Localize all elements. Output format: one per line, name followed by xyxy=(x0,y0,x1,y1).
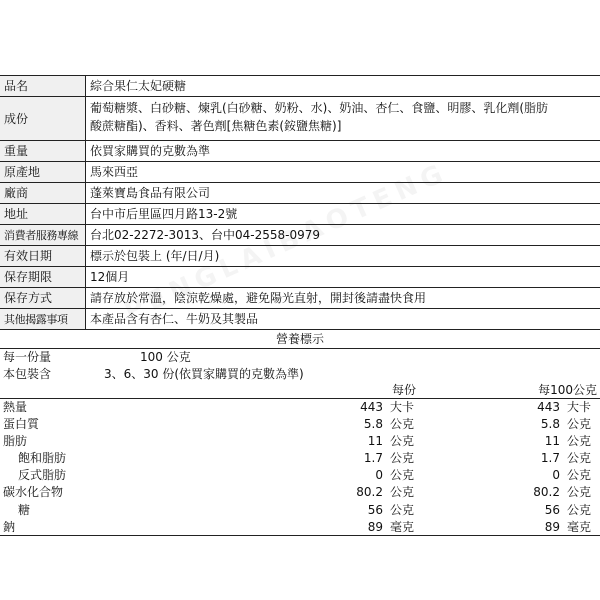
nutrient-per-serving: 56 xyxy=(367,502,383,517)
row-shelf-life xyxy=(0,267,600,288)
nutrient-unit: 公克 xyxy=(390,451,415,466)
nutrient-unit: 毫克 xyxy=(390,519,415,534)
nutrient-per-serving: 5.8 xyxy=(363,417,383,432)
hotline-label: 消費者服務專線 xyxy=(0,225,86,245)
shelf-life-label: 保存期限 xyxy=(0,267,86,287)
nutrient-per-serving: 1.7 xyxy=(363,451,383,466)
shelf-life-value: 12個月 xyxy=(90,270,130,284)
nutrient-unit: 公克 xyxy=(567,434,592,449)
name-label: 品名 xyxy=(0,76,86,96)
nutrient-unit: 公克 xyxy=(390,417,415,432)
disclosure-label: 其他揭露事項 xyxy=(0,309,86,329)
column-per-serving: 每份 xyxy=(391,383,416,397)
nutrient-per-serving: 80.2 xyxy=(356,485,383,500)
serving-size-value: 100 公克 xyxy=(140,350,191,364)
nutrient-name: 熱量 xyxy=(3,400,28,414)
nutrient-row-fat xyxy=(0,433,600,450)
ingredients-line-2: 酸蔗糖酯)、香料、著色劑[焦糖色素(銨鹽焦糖)] xyxy=(90,119,342,133)
nutrient-row-carbohydrate xyxy=(0,484,600,501)
nutrient-name: 飽和脂肪 xyxy=(18,451,67,466)
nutrient-name: 脂肪 xyxy=(3,434,28,449)
nutrient-row-protein xyxy=(0,416,600,433)
expiry-label: 有效日期 xyxy=(0,246,86,266)
nutrition-column-headers xyxy=(0,383,600,399)
nutrient-unit: 公克 xyxy=(567,417,592,432)
nutrient-per-100g: 443 xyxy=(537,400,560,414)
row-ingredients xyxy=(0,97,600,141)
nutrient-name: 反式脂肪 xyxy=(18,468,67,483)
nutrient-name: 糖 xyxy=(18,502,31,517)
nutrient-per-100g: 0 xyxy=(552,468,560,483)
weight-value: 依買家購買的克數為準 xyxy=(90,144,211,158)
name-value: 綜合果仁太妃硬糖 xyxy=(90,79,187,93)
row-expiry xyxy=(0,246,600,267)
nutrient-unit: 公克 xyxy=(390,485,415,500)
nutrient-name: 鈉 xyxy=(3,519,16,534)
nutrition-rows xyxy=(0,399,600,536)
nutrient-unit: 大卡 xyxy=(390,400,415,414)
nutrient-name: 蛋白質 xyxy=(3,417,40,432)
row-address xyxy=(0,204,600,225)
row-weight xyxy=(0,141,600,162)
serving-size-row xyxy=(0,349,600,366)
ingredients-value xyxy=(86,97,600,140)
expiry-value: 標示於包裝上 (年/日/月) xyxy=(90,249,220,263)
nutrient-unit: 公克 xyxy=(567,502,592,517)
package-servings-value: 3、6、30 份(依買家購買的克數為準) xyxy=(104,367,304,381)
nutrition-title: 營養標示 xyxy=(0,330,600,349)
nutrient-per-100g: 56 xyxy=(544,502,560,517)
nutrient-unit: 公克 xyxy=(390,502,415,517)
nutrient-row-energy xyxy=(0,399,600,416)
nutrient-per-100g: 5.8 xyxy=(540,417,560,432)
address-label: 地址 xyxy=(0,204,86,224)
row-maker xyxy=(0,183,600,204)
nutrient-row-sodium xyxy=(0,519,600,536)
nutrient-per-serving: 443 xyxy=(360,400,383,414)
nutrient-per-100g: 80.2 xyxy=(533,485,560,500)
address-value: 台中市后里區四月路13-2號 xyxy=(90,207,238,221)
serving-size-label: 每一份量 xyxy=(3,350,52,364)
nutrient-unit: 公克 xyxy=(390,468,415,483)
nutrient-name: 碳水化合物 xyxy=(3,485,64,500)
disclosure-value: 本產品含有杏仁、牛奶及其製品 xyxy=(90,312,259,326)
nutrient-per-100g: 11 xyxy=(544,434,560,449)
origin-value: 馬來西亞 xyxy=(90,165,139,179)
nutrient-unit: 大卡 xyxy=(567,400,592,414)
package-servings-label: 本包裝含 xyxy=(3,367,52,381)
origin-label: 原產地 xyxy=(0,162,86,182)
nutrient-row-trans-fat xyxy=(0,467,600,484)
nutrient-row-saturated-fat xyxy=(0,450,600,467)
ingredients-line-1: 葡萄糖漿、白砂糖、煉乳(白砂糖、奶粉、水)、奶油、杏仁、食鹽、明膠、乳化劑(脂肪 xyxy=(90,101,549,115)
nutrient-unit: 公克 xyxy=(567,468,592,483)
row-hotline xyxy=(0,225,600,246)
column-per-100g: 每100公克 xyxy=(538,383,597,397)
row-storage xyxy=(0,288,600,309)
nutrient-per-100g: 89 xyxy=(544,519,560,534)
storage-value: 請存放於常溫，陰涼乾燥處，避免陽光直射，開封後請盡快食用 xyxy=(90,291,427,305)
nutrient-unit: 毫克 xyxy=(567,519,592,534)
row-origin xyxy=(0,162,600,183)
nutrient-per-serving: 11 xyxy=(367,434,383,449)
nutrient-per-serving: 0 xyxy=(375,468,383,483)
package-servings-row xyxy=(0,366,600,383)
nutrient-per-100g: 1.7 xyxy=(540,451,560,466)
ingredients-label: 成份 xyxy=(0,97,86,140)
weight-label: 重量 xyxy=(0,141,86,161)
storage-label: 保存方式 xyxy=(0,288,86,308)
row-disclosure xyxy=(0,309,600,330)
hotline-value: 台北02-2272-3013、台中04-2558-0979 xyxy=(90,228,321,242)
maker-label: 廠商 xyxy=(0,183,86,203)
row-name xyxy=(0,76,600,97)
maker-value: 蓬萊寶島食品有限公司 xyxy=(90,186,211,200)
nutrient-unit: 公克 xyxy=(567,485,592,500)
nutrient-unit: 公克 xyxy=(390,434,415,449)
product-label-table xyxy=(0,75,600,536)
nutrient-per-serving: 89 xyxy=(367,519,383,534)
nutrient-unit: 公克 xyxy=(567,451,592,466)
nutrient-row-sugar xyxy=(0,502,600,519)
